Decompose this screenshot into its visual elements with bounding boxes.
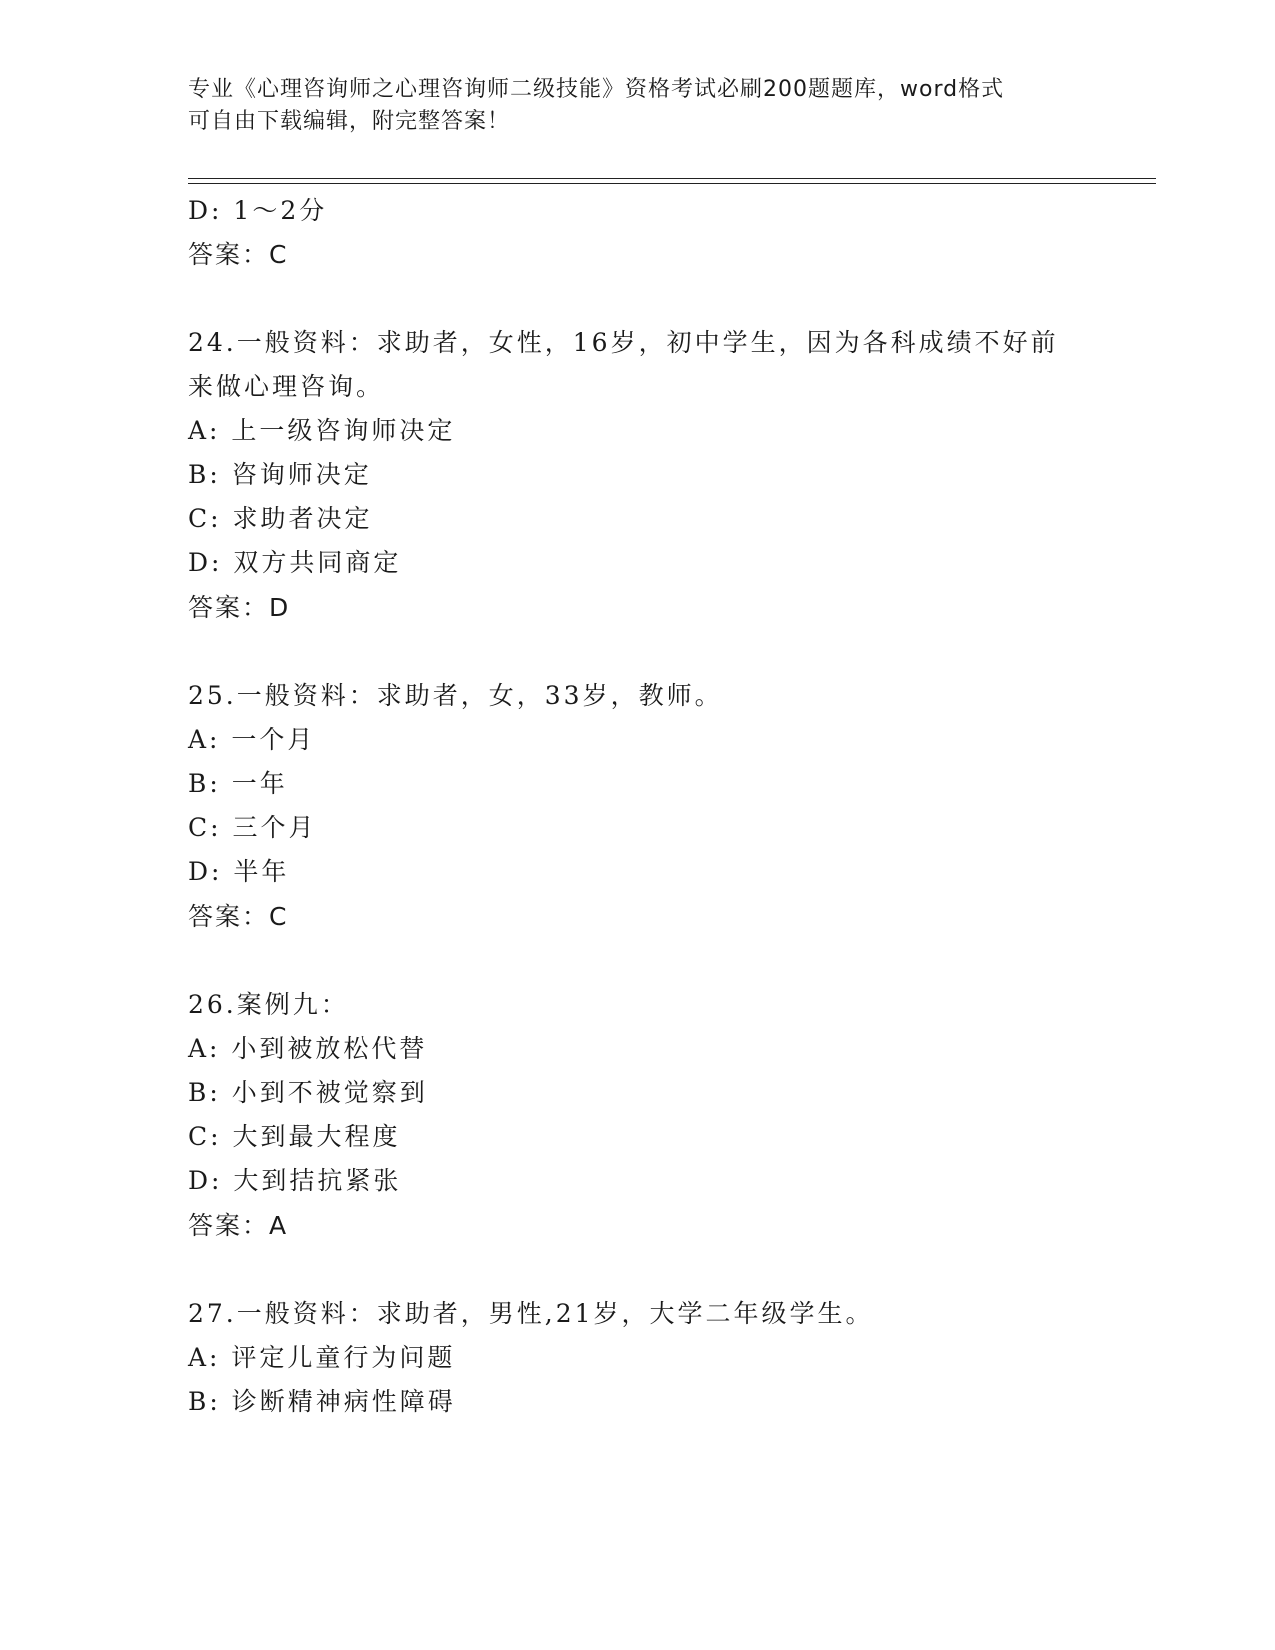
question-26-option-b: B: 小到不被觉察到 [188, 1078, 428, 1107]
header-title-line-2: 可自由下载编辑，附完整答案！ [188, 109, 511, 134]
question-24-stem-line-2: 来做心理咨询。 [188, 372, 385, 401]
question-26-option-a: A: 小到被放松代替 [188, 1034, 428, 1063]
header-divider-bottom [188, 183, 1156, 184]
question-25-option-d: D: 半年 [188, 857, 290, 886]
question-24-answer: 答案：D [188, 593, 291, 622]
option-d: D: 1～2分 [188, 196, 328, 225]
question-27-option-a: A: 评定儿童行为问题 [188, 1343, 456, 1372]
question-24-option-a: A: 上一级咨询师决定 [188, 416, 456, 445]
header-title-line-1: 专业《心理咨询师之心理咨询师二级技能》资格考试必刷200题题库，word格式 [188, 77, 1005, 102]
question-26-option-c: C: 大到最大程度 [188, 1122, 401, 1151]
question-27-option-b: B: 诊断精神病性障碍 [188, 1387, 456, 1416]
question-27-stem: 27.一般资料：求助者，男性,21岁，大学二年级学生。 [188, 1299, 874, 1328]
question-25-option-c: C: 三个月 [188, 813, 317, 842]
question-26-stem: 26.案例九： [188, 990, 349, 1019]
question-26-answer: 答案：A [188, 1211, 289, 1240]
answer-label: 答案：C [188, 240, 289, 269]
question-24-stem-line-1: 24.一般资料：求助者，女性，16岁，初中学生，因为各科成绩不好前 [188, 328, 1059, 357]
question-26-option-d: D: 大到拮抗紧张 [188, 1166, 402, 1195]
document-header [188, 74, 1088, 138]
question-25-answer: 答案：C [188, 902, 289, 931]
question-25-option-b: B: 一年 [188, 769, 288, 798]
question-24-option-c: C: 求助者决定 [188, 504, 373, 533]
question-24-option-b: B: 咨询师决定 [188, 460, 372, 489]
header-divider-top [188, 178, 1156, 179]
question-25-option-a: A: 一个月 [188, 725, 316, 754]
question-24-option-d: D: 双方共同商定 [188, 548, 402, 577]
question-25-stem: 25.一般资料：求助者，女，33岁，教师。 [188, 681, 723, 710]
